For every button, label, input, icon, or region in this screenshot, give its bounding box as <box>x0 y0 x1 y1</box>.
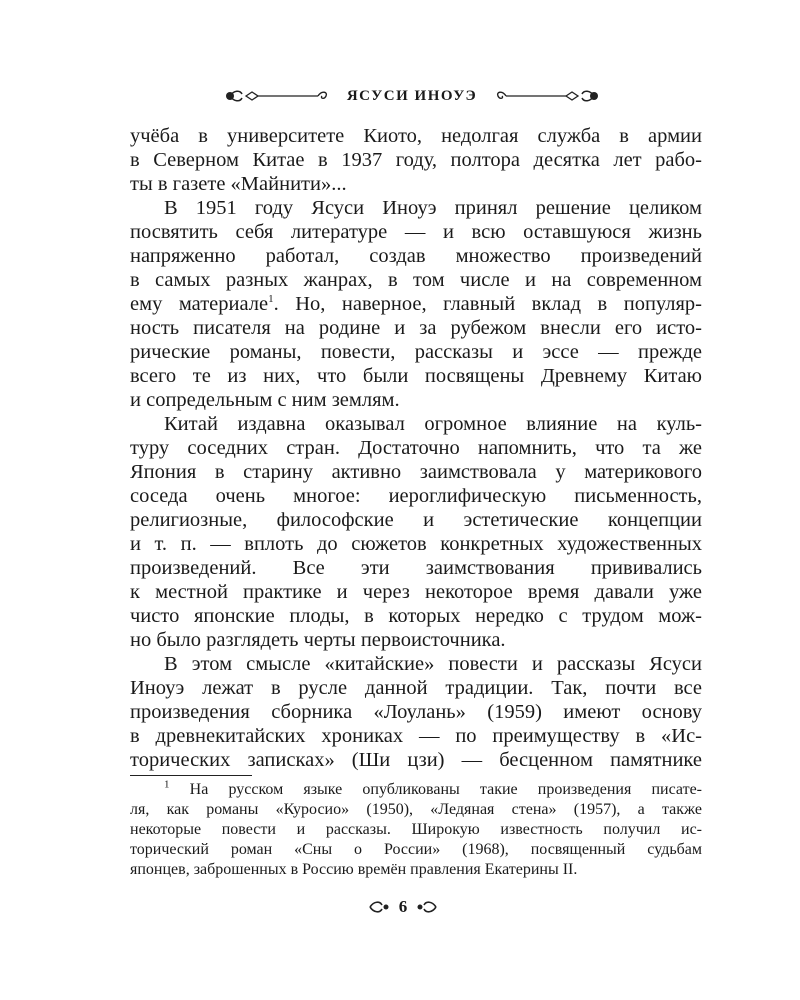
text-line: рические романы, повести, рассказы и эссе — прежде <box>130 341 702 363</box>
text-line: и сопредельным с ним землям. <box>130 389 400 411</box>
footnote-text: На русском языке опубликованы такие произведения писате- <box>169 781 702 798</box>
footnote-reference: 1 <box>268 293 274 306</box>
footnote-divider <box>130 775 252 776</box>
text-line: ты в газете «Майнити»... <box>130 173 347 195</box>
page-ornament-right-icon <box>416 896 440 918</box>
text-line: Китай издавна оказывал огромное влияние на куль- <box>164 413 702 435</box>
text-line: Япония в старину активно заимствовала у материкового <box>130 461 702 483</box>
text-line: чисто японские плоды, в которых нередко с трудом мож- <box>130 605 702 627</box>
text-fragment: ему материале <box>130 293 269 315</box>
text-line: напряженно работал, создав множество произведений <box>130 245 702 267</box>
running-header <box>0 82 800 112</box>
text-line: туру соседних стран. Достаточно напомнить, что та же <box>130 437 702 459</box>
text-line: но было разглядеть черты первоисточника. <box>130 629 506 651</box>
text-line: торических записках» (Ши цзи) — бесценном памятнике <box>130 749 702 771</box>
footnote-line: ля, как романы «Куросио» (1950), «Ледяная стена» (1957), а также <box>130 801 702 818</box>
text-line: в древнекитайских хрониках — по преимуществу в «Ис- <box>130 725 702 747</box>
text-fragment: . Но, наверное, главный вклад в популяр- <box>273 293 703 315</box>
text-line: и т. п. — вплоть до сюжетов конкретных художественных <box>130 533 702 555</box>
text-line: ность писателя на родине и за рубежом внесли его исто- <box>130 317 702 339</box>
main-text <box>130 124 702 772</box>
footnote-marker: 1 <box>164 778 170 791</box>
text-line: в Северном Китае в 1937 году, полтора десятка лет рабо- <box>130 149 702 171</box>
text-line: религиозные, философские и эстетические концепции <box>130 509 702 531</box>
running-title: ЯСУСИ ИНОУЭ <box>346 88 478 104</box>
text-line: В 1951 году Ясуси Иноуэ принял решение целиком <box>164 197 702 219</box>
text-line: учёба в университете Киото, недолгая служба в армии <box>130 125 702 147</box>
text-line: произведений. Все эти заимствования прививались <box>130 557 702 579</box>
text-line: Иноуэ лежат в русле данной традиции. Так, почти все <box>130 677 702 699</box>
text-line: произведения сборника «Лоулань» (1959) имеют основу <box>130 701 702 723</box>
footnote-line <box>130 780 702 800</box>
header-ornament-left-icon <box>222 82 330 110</box>
page-footer <box>0 896 800 920</box>
text-line: посвятить себя литературе — и всю оставшуюся жизнь <box>130 221 702 243</box>
text-line-with-footnote <box>130 292 702 316</box>
footnote <box>130 780 702 880</box>
text-line: соседа очень многое: иероглифическую письменность, <box>130 485 702 507</box>
page-number: 6 <box>398 897 408 916</box>
page-ornament-left-icon <box>366 896 390 918</box>
footnote-line: торический роман «Сны о России» (1968), посвященный судьбам <box>130 841 702 858</box>
footnote-line: некоторые повести и рассказы. Широкую известность получил ис- <box>130 821 702 838</box>
text-line: в самых разных жанрах, в том числе и на современном <box>130 269 702 291</box>
footnote-line: японцев, заброшенных в Россию времён правления Екатерины II. <box>130 861 578 878</box>
text-line: В этом смысле «китайские» повести и рассказы Ясуси <box>164 653 702 675</box>
text-line: всего те из них, что были посвящены Древнему Китаю <box>130 365 702 387</box>
text-line: к местной практике и через некоторое время давали уже <box>130 581 702 603</box>
header-ornament-right-icon <box>494 82 602 110</box>
